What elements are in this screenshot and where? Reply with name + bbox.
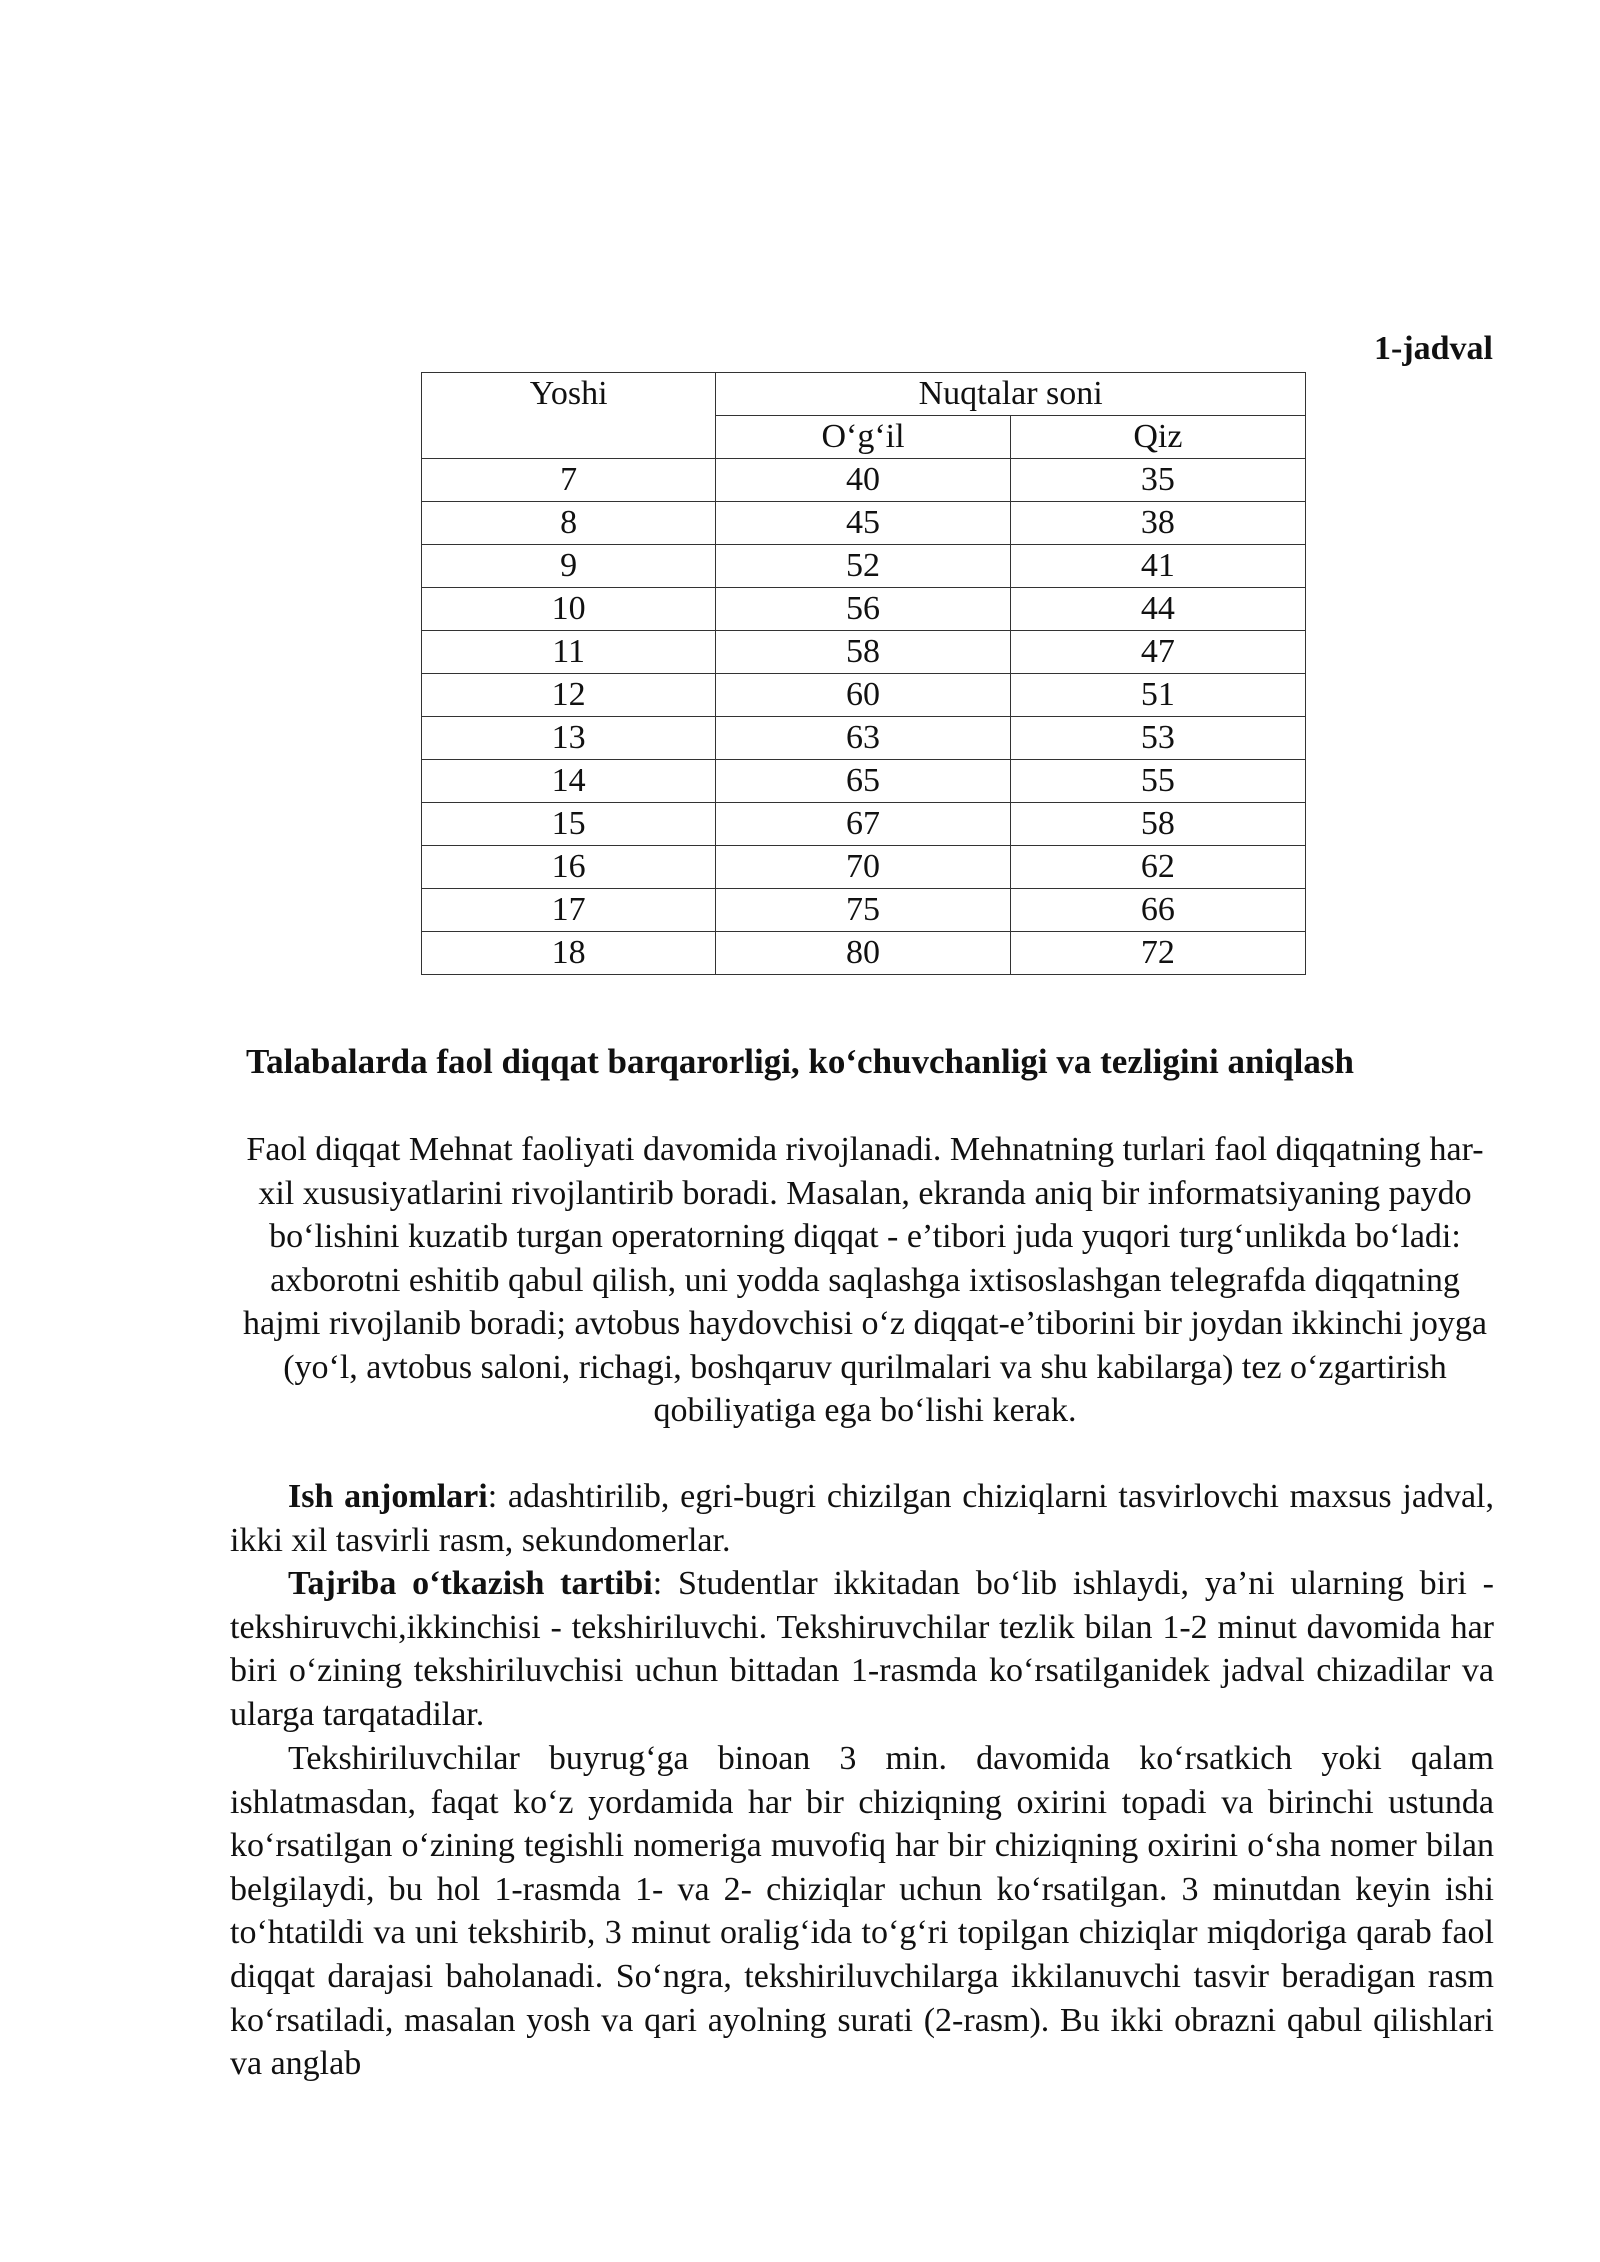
age-points-table: [421, 372, 1306, 975]
header-age: Yoshi: [422, 373, 716, 459]
cell-girl: 44: [1010, 588, 1305, 631]
cell-age: 11: [422, 631, 716, 674]
section-title: Talabalarda faol diqqat barqarorligi, ko‘chuvchanligi va tezligini aniqlash: [246, 1042, 1354, 1081]
cell-boy: 56: [716, 588, 1010, 631]
cell-boy: 75: [716, 889, 1010, 932]
cell-age: 13: [422, 717, 716, 760]
cell-boy: 60: [716, 674, 1010, 717]
cell-age: 9: [422, 545, 716, 588]
cell-girl: 72: [1010, 932, 1305, 975]
cell-boy: 65: [716, 760, 1010, 803]
procedure-text: : Studentlar ikkitadan bo‘lib ishlaydi, ya’ni ularning biri - tekshiruvchi,ikkinchisi - tekshiriluvchi. Tekshiruvchilar tezlik bilan 1-2 minut davomida har biri o‘zining tekshiriluvchisi uchun bittadan 1-rasmda ko‘rsatilganidek jadval chizadilar va ularga tarqatadilar.: [230, 1565, 1495, 1733]
procedure-label: Tajriba o‘tkazish tartibi: [288, 1565, 653, 1602]
table-row: [422, 545, 1306, 588]
table-row: [422, 889, 1306, 932]
cell-boy: 58: [716, 631, 1010, 674]
cell-boy: 52: [716, 545, 1010, 588]
cell-girl: 66: [1010, 889, 1305, 932]
cell-boy: 67: [716, 803, 1010, 846]
cell-age: 12: [422, 674, 716, 717]
cell-boy: 45: [716, 502, 1010, 545]
cell-boy: 80: [716, 932, 1010, 975]
tools-label: Ish anjomlari: [288, 1478, 488, 1515]
table-row: [422, 502, 1306, 545]
table-row: [422, 631, 1306, 674]
instructions-paragraph: Tekshiriluvchilar buyrug‘ga binoan 3 min. davomida ko‘rsatkich yoki qalam ishlatmasdan, faqat ko‘z yordamida har bir chiziqning oxirini topadi va birinchi ustunda ko‘rsatilgan o‘zining tegishli nomeriga muvofiq har bir chiziqning oxirini o‘sha nomer bilan belgilaydi, bu hol 1-rasmda 1- va 2- chiziqlar uchun ko‘rsatilgan. 3 minutdan keyin ishi to‘htatildi va uni tekshirib, 3 minut oralig‘ida to‘g‘ri topilgan chiziqlar miqdoriga qarab faol diqqat darajasi baholanadi. So‘ngra, tekshiriluvchilarga ikkilanuvchi tasvir beradigan rasm ko‘rsatiladi, masalan yosh va qari ayolning surati (2-rasm). Bu ikki obrazni qabul qilishlari va anglab: [230, 1740, 1494, 2083]
cell-boy: 63: [716, 717, 1010, 760]
procedure-paragraph: [230, 1562, 1494, 1736]
cell-girl: 62: [1010, 846, 1305, 889]
table-row: [422, 588, 1306, 631]
header-boy: O‘g‘il: [716, 416, 1010, 459]
cell-girl: 55: [1010, 760, 1305, 803]
cell-girl: 53: [1010, 717, 1305, 760]
cell-girl: 47: [1010, 631, 1305, 674]
cell-girl: 51: [1010, 674, 1305, 717]
header-points-group: Nuqtalar soni: [716, 373, 1306, 416]
table-row: [422, 803, 1306, 846]
cell-girl: 35: [1010, 459, 1305, 502]
cell-boy: 40: [716, 459, 1010, 502]
cell-age: 10: [422, 588, 716, 631]
table-row: [422, 717, 1306, 760]
cell-girl: 41: [1010, 545, 1305, 588]
table-row: [422, 932, 1306, 975]
cell-age: 14: [422, 760, 716, 803]
table-row: [422, 674, 1306, 717]
table-caption: 1-jadval: [1374, 330, 1493, 367]
table-row: [422, 760, 1306, 803]
cell-age: 7: [422, 459, 716, 502]
tools-paragraph: [230, 1475, 1494, 1562]
table-row: [422, 846, 1306, 889]
cell-age: 16: [422, 846, 716, 889]
cell-age: 8: [422, 502, 716, 545]
cell-girl: 38: [1010, 502, 1305, 545]
cell-boy: 70: [716, 846, 1010, 889]
intro-paragraph: Faol diqqat Mehnat faoliyati davomida rivojlanadi. Mehnatning turlari faol diqqatning har-xil xususiyatlarini rivojlantirib boradi. Masalan, ekranda aniq bir informatsiyaning paydo bo‘lishini kuzatib turgan operatorning diqqat - e’tibori juda yuqori turg‘unlikda bo‘ladi: axborotni eshitib qabul qilish, uni yodda saqlashga ixtisoslashgan telegrafda diqqatning hajmi rivojlanib boradi; avtobus haydovchisi o‘z diqqat-e’tiborini bir joydan ikkinchi joyga (yo‘l, avtobus saloni, richagi, boshqaruv qurilmalari va shu kabilarga) tez o‘zgartirish qobiliyatiga ega bo‘lishi kerak.: [243, 1131, 1487, 1429]
tools-text: : adashtirilib, egri-bugri chizilgan chiziqlarni tasvirlovchi maxsus jadval, ikki xil tasvirli rasm, sekundomerlar.: [230, 1478, 1494, 1559]
header-girl: Qiz: [1010, 416, 1305, 459]
cell-age: 17: [422, 889, 716, 932]
table-row: [422, 459, 1306, 502]
table-body: [422, 459, 1306, 975]
cell-age: 18: [422, 932, 716, 975]
cell-girl: 58: [1010, 803, 1305, 846]
cell-age: 15: [422, 803, 716, 846]
table-header-row: [422, 373, 1306, 416]
